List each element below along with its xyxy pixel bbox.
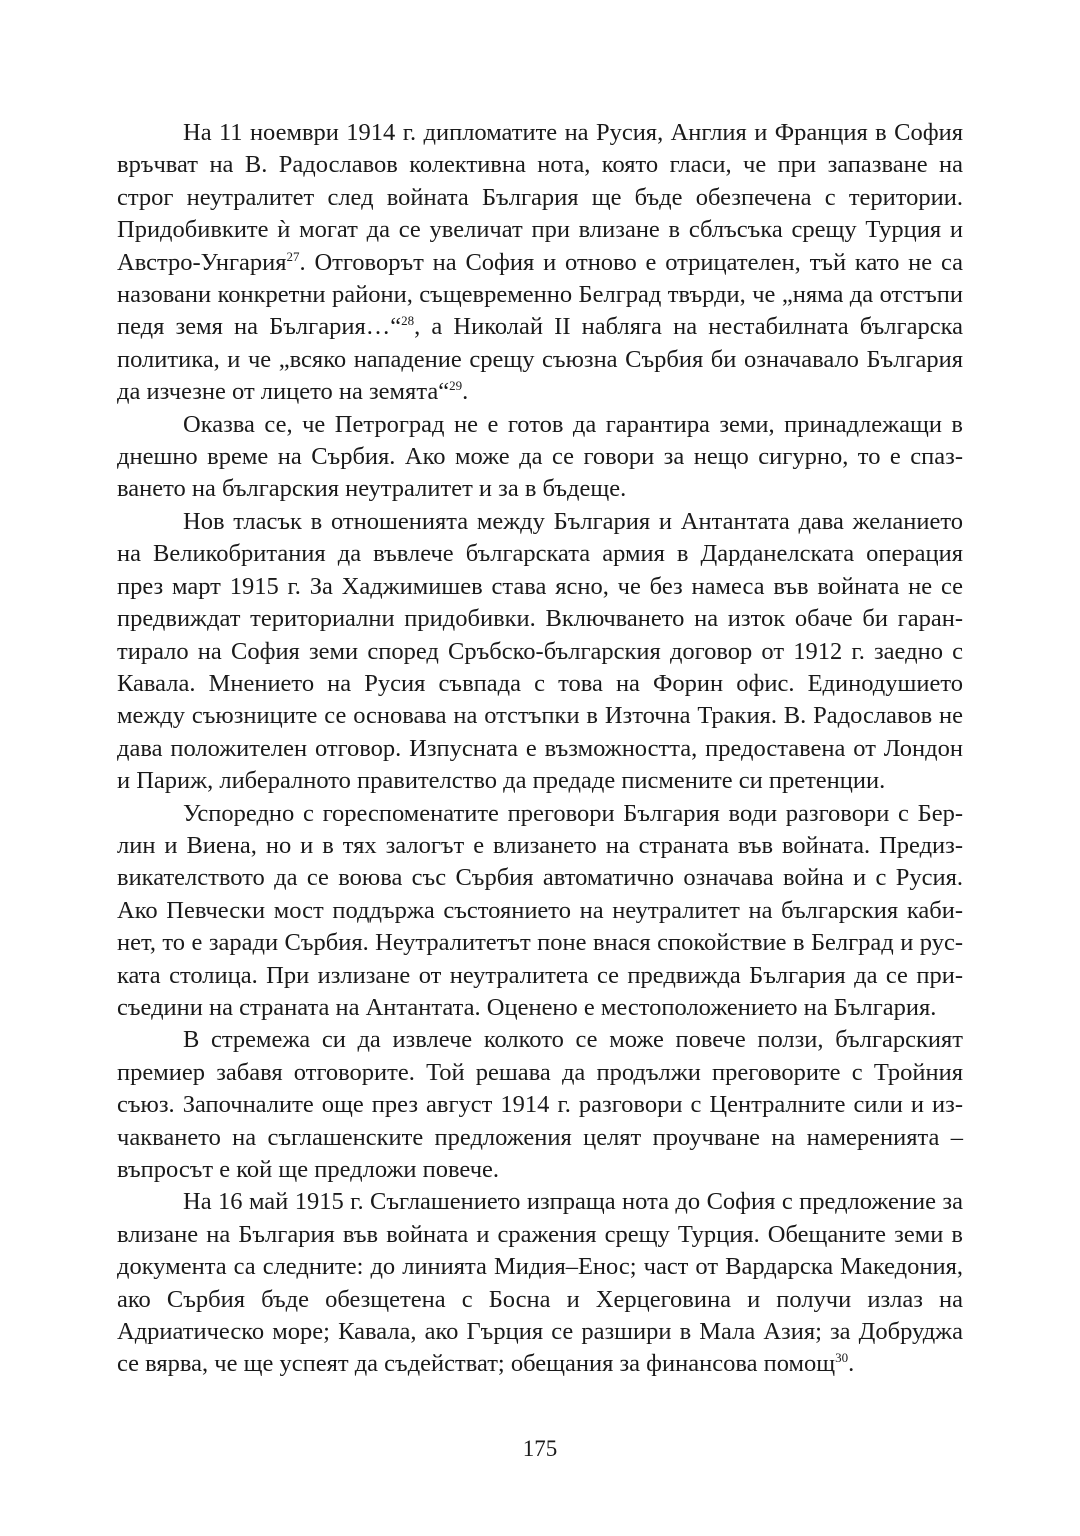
- paragraph-3: [117, 506, 963, 798]
- paragraph-6: [117, 1186, 963, 1380]
- paragraph-2-text: Оказва се, че Петроград не е готов да гарантира земи, принадлежащи в днешно време на Сърбия. Ако може да се говори за нещо сигурно, то е спазването на българския неутралитет и за в бъдеще.: [117, 410, 963, 503]
- paragraph-1-text-4: .: [462, 378, 469, 406]
- paragraph-1-text-2: . Отговорът на София и отново е отрицателен, тъй като не са назовани конкретни райони, същевременно Белград твърди, че „няма да отстъпи педя земя на България…“: [117, 248, 963, 341]
- paragraph-6-text-2: .: [848, 1350, 855, 1378]
- paragraph-1-text-1: На 11 ноември 1914 г. дипломатите на Русия, Англия и Франция в София връчват на В. Радославов колективна нота, която гласи, че при запазване на строг неутралитет след войната България ще бъде обезпечена с територии. Придобивките ѝ могат да се увеличат при влизане в сблъсъка срещу Турция и Австро-Унгария: [117, 119, 963, 276]
- paragraph-4: [117, 798, 963, 1025]
- paragraph-3-text: Нов тласък в отношенията между България и Антантата дава желанието на Великобритания да въвлече българската армия в Дарданелската операция през март 1915 г. За Хаджимишев става ясно, че без намеса във войната не се предвиждат териториални придобивки. Включването на изток обаче би гарантирало на София земи според Сръбско-българския договор от 1912 г. заедно с Кавала. Мнението на Русия съвпада с това на Форин офис. Единодушието между съюзниците се основава на отстъпки в Източна Тракия. В. Радославов не дава положителен отговор. Изпусната е възможността, предоставена от Лондон и Париж, либералното правителство да предаде писмените си претенции.: [117, 507, 963, 795]
- paragraph-1: [117, 117, 963, 409]
- paragraph-2: [117, 409, 963, 506]
- paragraph-5: [117, 1024, 963, 1186]
- paragraph-4-text: Успоредно с гореспоменатите преговори България води разговори с Берлин и Виена, но и в тях залогът е влизането на страната във войната. Предизвикателството да се воюва със Сърбия автоматично означава война и с Русия. Ако Певчески мост поддържа състоянието на неутралитет на българския кабинет, то е заради Сърбия. Неутралитетът поне внася спокойствие в Белград и руската столица. При излизане от неутралитета се предвижда България да се присъедини на страната на Антантата. Оценено е местоположението на България.: [117, 799, 963, 1021]
- paragraph-1-text-3: , а Николай II набляга на нестабилната българска политика, и че „всяко нападение срещу съюзна Сърбия би означавало България да изчезне от лицето на земята“: [117, 313, 963, 406]
- paragraph-6-text-1: На 16 май 1915 г. Съглашението изпраща нота до София с предложение за влизане на България във войната и сражения срещу Турция. Обещаните земи в документа са следните: до линията Мидия–Енос; част от Вардарска Македония, ако Сърбия бъде обезщетена с Босна и Херцеговина и получи излаз на Адриатическо море; Кавала, ако Гърция се разшири в Мала Азия; за Добруджа се вярва, че ще успеят да съдействат; обещания за финансова помощ: [117, 1188, 963, 1378]
- footnote-ref-28: 28: [401, 313, 415, 329]
- paragraph-5-text: В стремежа си да извлече колкото се може повече ползи, българският премиер забавя отговорите. Той решава да продължи преговорите с Тройния съюз. Започналите още през август 1914 г. разговори с Централните сили и изчакването на съглашенските предложения целят проучване на намеренията – въпросът е кой ще предложи повече.: [117, 1026, 963, 1183]
- footnote-ref-29: 29: [449, 378, 463, 394]
- footnote-ref-30: 30: [835, 1350, 849, 1366]
- page-body: [117, 117, 963, 1381]
- footnote-ref-27: 27: [286, 248, 300, 264]
- page-number: 175: [522, 1436, 558, 1461]
